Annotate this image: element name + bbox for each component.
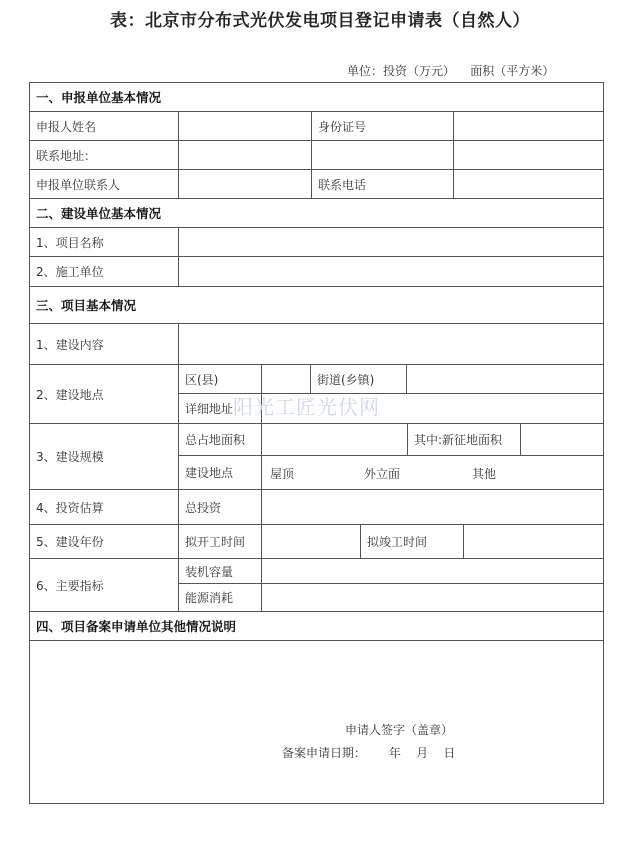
section-3-header: 三、项目基本情况 bbox=[29, 286, 604, 324]
label-investment-estimate: 4、投资估算 bbox=[29, 489, 179, 525]
option-other[interactable]: 其他 bbox=[472, 467, 497, 481]
label-construction-unit: 2、施工单位 bbox=[29, 256, 179, 287]
label-construction-scale: 3、建设规模 bbox=[29, 423, 179, 490]
option-facade[interactable]: 外立面 bbox=[364, 467, 401, 481]
other-info-box[interactable] bbox=[29, 640, 604, 804]
label-applicant-name: 申报人姓名 bbox=[29, 111, 179, 141]
build-site-options bbox=[261, 455, 604, 490]
form-title: 表：北京市分布式光伏发电项目登记申请表（自然人） bbox=[110, 11, 530, 31]
section-4-header: 四、项目备案申请单位其他情况说明 bbox=[29, 611, 604, 641]
input-planned-start[interactable] bbox=[261, 524, 361, 559]
input-construction-content[interactable] bbox=[178, 323, 604, 365]
input-installed-capacity[interactable] bbox=[261, 558, 604, 584]
input-address-3[interactable] bbox=[453, 140, 604, 170]
label-new-land-area: 其中:新征地面积 bbox=[407, 423, 521, 456]
label-planned-completion: 拟竣工时间 bbox=[360, 524, 464, 559]
section-1-header: 一、申报单位基本情况 bbox=[29, 82, 604, 112]
watermark: 阳光工匠光伏网 bbox=[233, 395, 380, 419]
option-roof[interactable]: 屋顶 bbox=[270, 467, 295, 481]
input-construction-unit[interactable] bbox=[178, 256, 604, 287]
label-total-area: 总占地面积 bbox=[178, 423, 262, 456]
input-new-land-area[interactable] bbox=[520, 423, 604, 456]
input-contact-person[interactable] bbox=[178, 169, 312, 199]
label-main-indicators: 6、主要指标 bbox=[29, 558, 179, 612]
label-construction-year: 5、建设年份 bbox=[29, 524, 179, 559]
input-applicant-name[interactable] bbox=[178, 111, 312, 141]
label-address: 联系地址： bbox=[29, 140, 179, 170]
input-energy-consumption[interactable] bbox=[261, 583, 604, 612]
application-date: 备案申请日期： 年 月 日 bbox=[282, 746, 456, 760]
signature-label: 申请人签字（盖章） bbox=[345, 723, 454, 737]
input-district[interactable] bbox=[261, 364, 311, 394]
label-contact-phone: 联系电话 bbox=[311, 169, 454, 199]
input-id-number[interactable] bbox=[453, 111, 604, 141]
input-contact-phone[interactable] bbox=[453, 169, 604, 199]
label-detailed-address: 详细地址 bbox=[178, 393, 262, 424]
unit-line: 单位：投资（万元） 面积（平方米） bbox=[347, 64, 555, 78]
label-energy-consumption: 能源消耗 bbox=[178, 583, 262, 612]
input-street[interactable] bbox=[406, 364, 604, 394]
label-contact-person: 申报单位联系人 bbox=[29, 169, 179, 199]
label-total-investment: 总投资 bbox=[178, 489, 262, 525]
input-address-2[interactable] bbox=[311, 140, 454, 170]
label-id-number: 身份证号 bbox=[311, 111, 454, 141]
label-construction-content: 1、建设内容 bbox=[29, 323, 179, 365]
section-2-header: 二、建设单位基本情况 bbox=[29, 198, 604, 228]
input-address-1[interactable] bbox=[178, 140, 312, 170]
label-installed-capacity: 装机容量 bbox=[178, 558, 262, 584]
label-construction-location: 2、建设地点 bbox=[29, 364, 179, 424]
input-project-name[interactable] bbox=[178, 227, 604, 257]
label-street: 街道(乡镇) bbox=[310, 364, 407, 394]
label-planned-start: 拟开工时间 bbox=[178, 524, 262, 559]
input-total-investment[interactable] bbox=[261, 489, 604, 525]
input-total-area[interactable] bbox=[261, 423, 408, 456]
input-planned-completion[interactable] bbox=[463, 524, 604, 559]
label-district: 区(县) bbox=[178, 364, 262, 394]
label-project-name: 1、项目名称 bbox=[29, 227, 179, 257]
label-build-site: 建设地点 bbox=[178, 455, 262, 490]
